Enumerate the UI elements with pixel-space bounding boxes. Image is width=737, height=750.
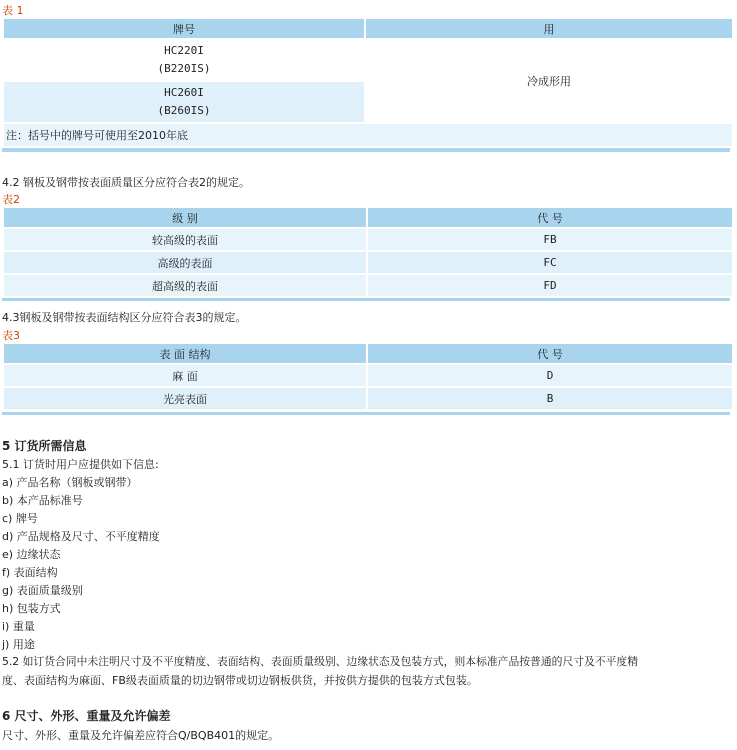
table3-header-structure: 表 面 结构 [4, 344, 366, 363]
section-5-1: 5.1 订货时用户应提供如下信息: [2, 458, 159, 471]
table-row [4, 365, 732, 386]
table2 [2, 206, 734, 298]
table3-code: D [546, 369, 554, 382]
table1 [2, 17, 734, 148]
table3 [2, 342, 734, 411]
table2-bottom-bar [2, 298, 730, 301]
table1-note: 注：括号中的牌号可使用至2010年底 [4, 124, 732, 146]
list-item: i) 重量 [2, 620, 35, 633]
table2-code: FD [543, 279, 557, 292]
table1-grade-old: (B260IS) [157, 104, 211, 117]
table2-level: 超高级的表面 [152, 279, 218, 293]
table2-level: 较高级的表面 [152, 233, 218, 247]
table-row [4, 252, 732, 273]
list-item: b) 本产品标准号 [2, 494, 83, 507]
section-6-text: 尺寸、外形、重量及允许偏差应符合Q/BQB401的规定。 [2, 729, 280, 742]
list-item: d) 产品规格及尺寸、不平度精度 [2, 530, 160, 543]
table1-usage: 冷成形用 [366, 40, 732, 122]
table1-row-2 [4, 82, 364, 122]
table2-level: 高级的表面 [157, 256, 213, 270]
list-item: a) 产品名称（钢板或钢带） [2, 476, 138, 489]
table3-structure: 麻 面 [172, 369, 198, 383]
table2-header-code: 代 号 [368, 208, 732, 227]
table-row [4, 388, 732, 409]
table1-header-usage: 用 [366, 19, 732, 38]
table2-code: FB [543, 233, 557, 246]
section-5-title: 5 订货所需信息 [2, 439, 87, 453]
section-4-2: 4.2 钢板及钢带按表面质量区分应符合表2的规定。 [2, 176, 250, 189]
list-item: j) 用途 [2, 638, 35, 651]
list-item: g) 表面质量级别 [2, 584, 83, 597]
table1-grade: HC220I [164, 44, 204, 57]
table1-grade-old: (B220IS) [157, 62, 211, 75]
table1-row-1 [4, 40, 364, 80]
table2-code: FC [543, 256, 557, 269]
table1-bottom-bar [2, 148, 730, 152]
table1-header-grade: 牌号 [4, 19, 364, 38]
table3-header-code: 代 号 [368, 344, 732, 363]
table2-caption: 表2 [2, 193, 20, 206]
section-5-2-line1: 5.2 如订货合同中未注明尺寸及不平度精度、表面结构、表面质量级别、边缘状态及包装方式，则本标准产品按普通的尺寸及不平度精 [2, 655, 639, 668]
table3-bottom-bar [2, 412, 730, 415]
table3-caption: 表3 [2, 329, 20, 342]
table3-code: B [546, 392, 554, 405]
list-item: e) 边缘状态 [2, 548, 61, 561]
list-item: h) 包装方式 [2, 602, 61, 615]
list-item: f) 表面结构 [2, 566, 58, 579]
section-6-title: 6 尺寸、外形、重量及允许偏差 [2, 709, 171, 723]
list-item: c) 牌号 [2, 512, 38, 525]
table3-structure: 光亮表面 [163, 392, 207, 406]
table1-grade: HC260I [164, 86, 204, 99]
table2-header-level: 级 别 [4, 208, 366, 227]
section-5-2-line2: 度、表面结构为麻面、FB级表面质量的切边钢带或切边钢板供货，并按供方提供的包装方式包装。 [2, 674, 478, 687]
table-row [4, 229, 732, 250]
section-4-3: 4.3钢板及钢带按表面结构区分应符合表3的规定。 [2, 311, 247, 324]
table-row [4, 275, 732, 296]
table1-caption: 表 1 [2, 4, 24, 17]
